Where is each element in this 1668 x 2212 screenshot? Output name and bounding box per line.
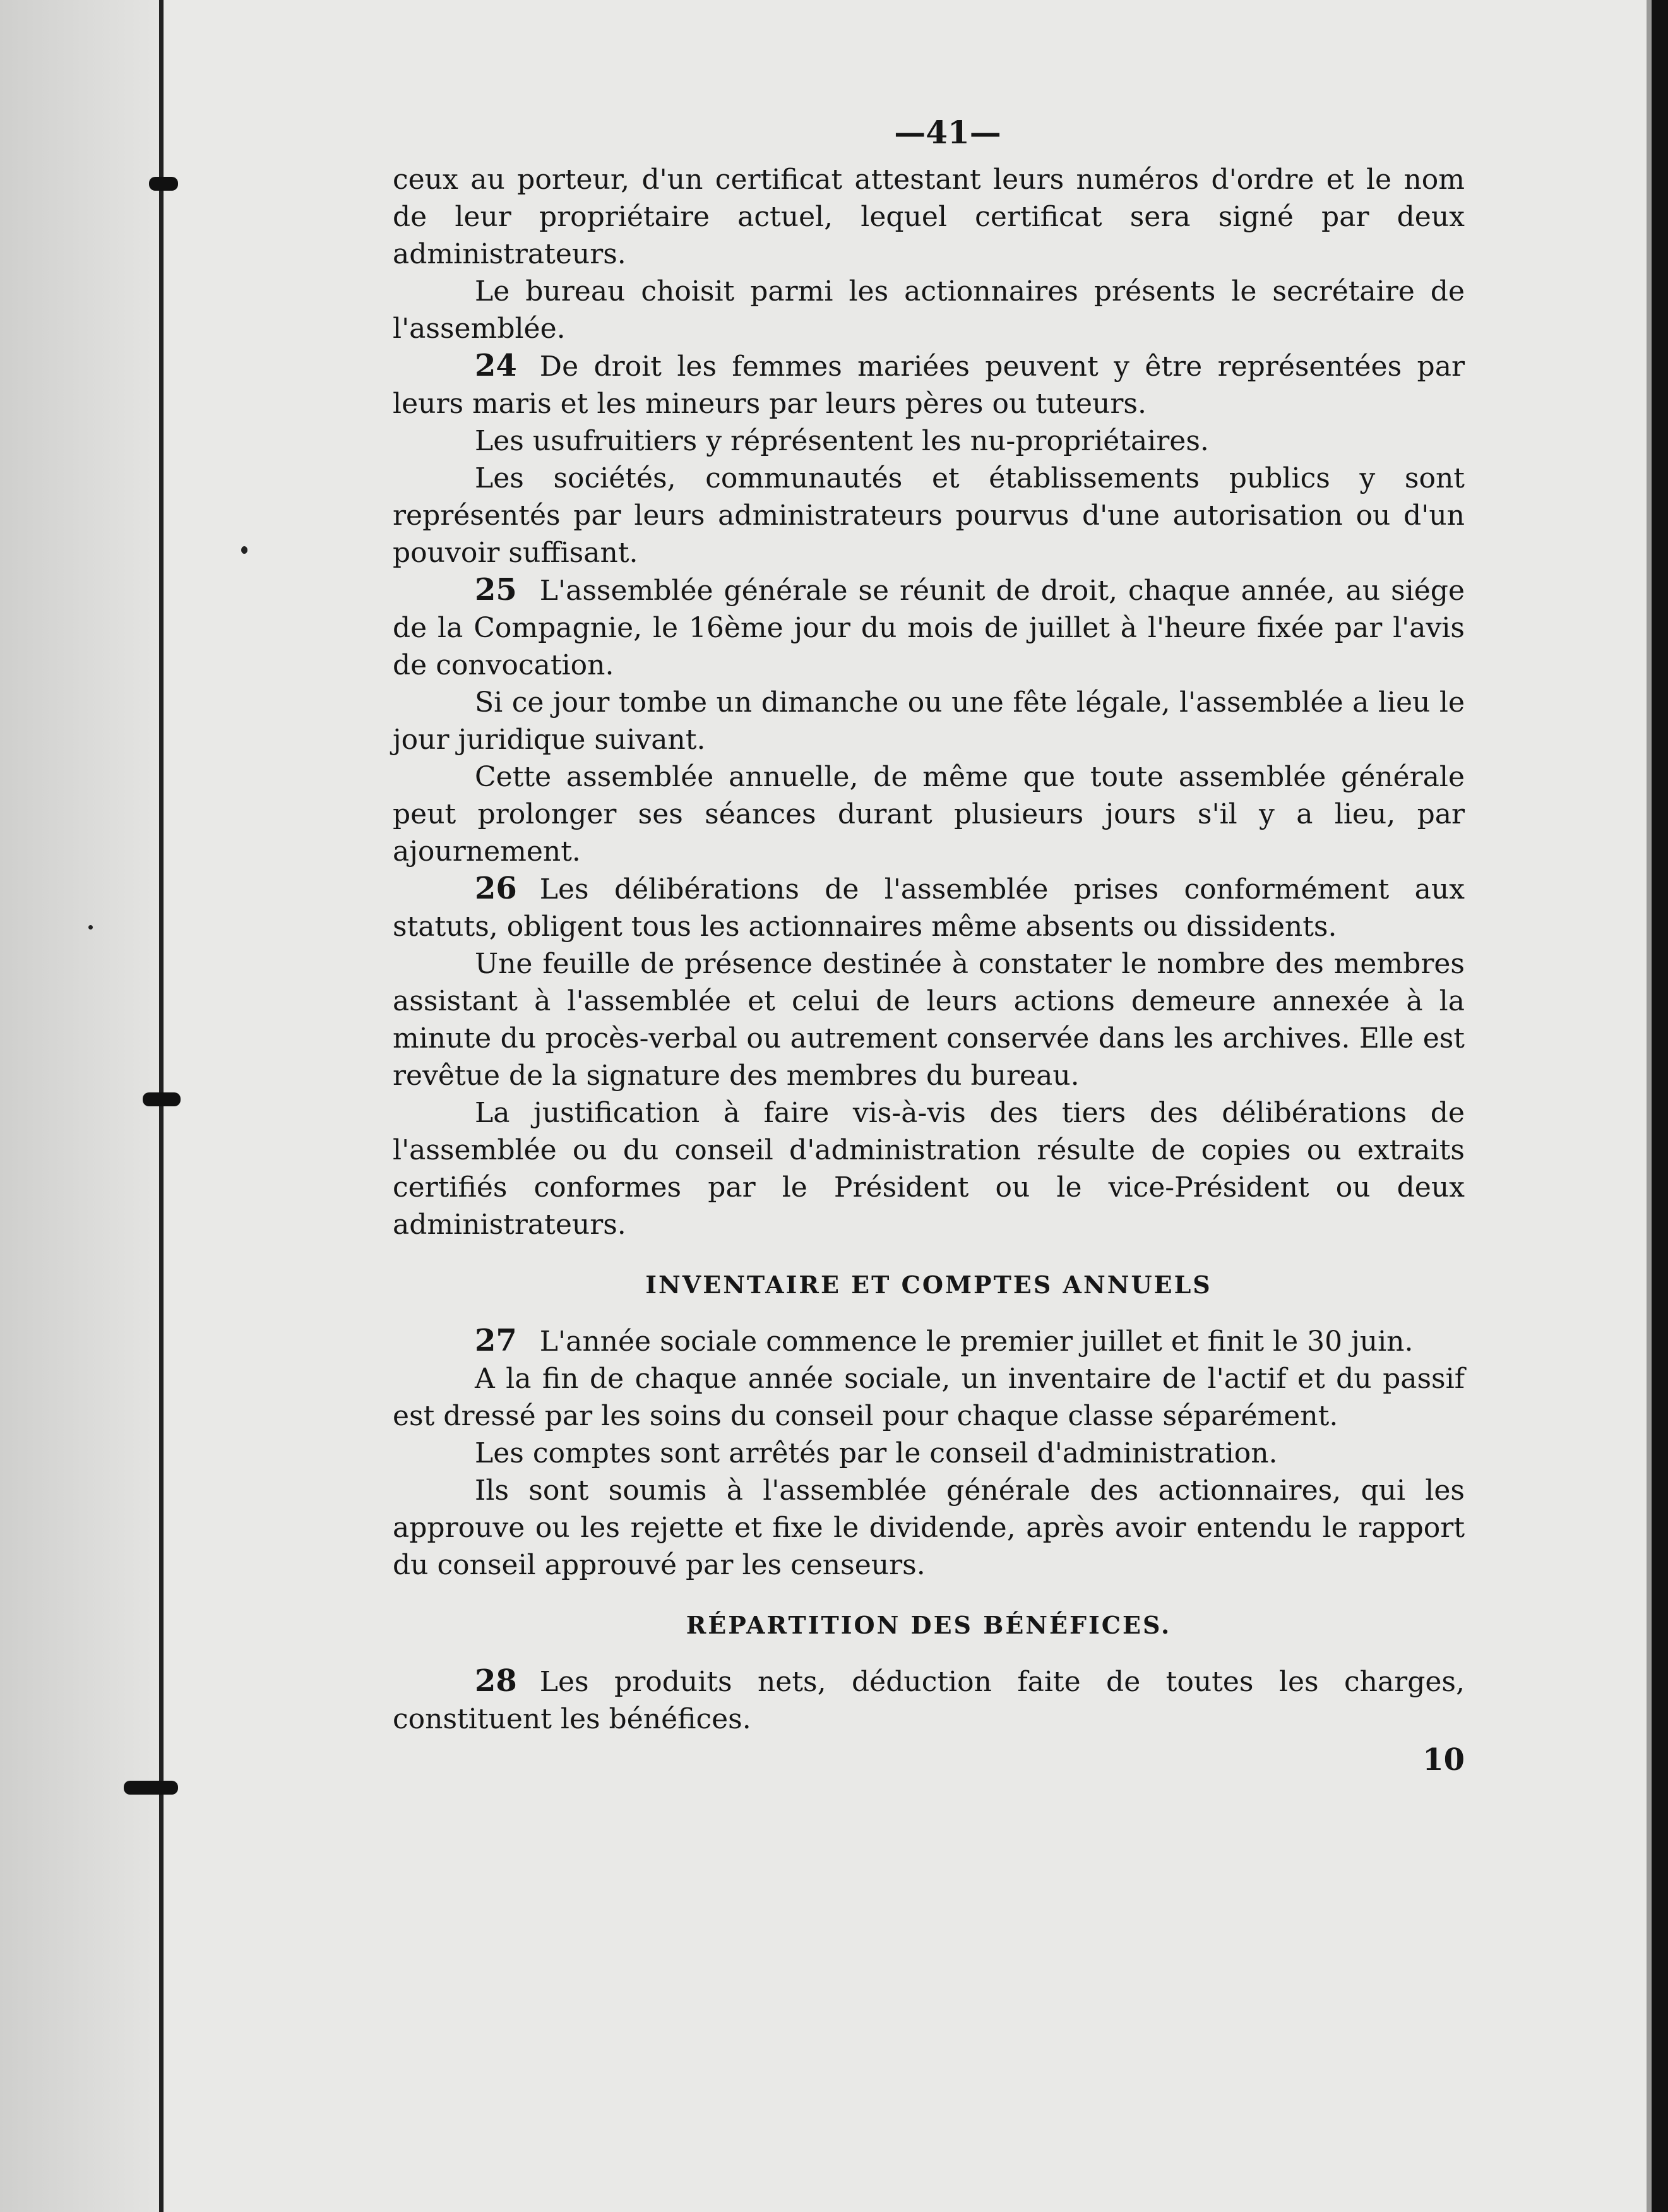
paragraph-text: Si ce jour tombe un dimanche ou une fête légale, l'assemblée a lieu le jour juridique suivant. — [393, 686, 1465, 756]
article-26 — [393, 870, 1465, 945]
paragraph — [393, 758, 1465, 870]
binding-shadow — [0, 0, 159, 2212]
binding-stitch — [149, 177, 178, 191]
paragraph — [393, 1360, 1465, 1435]
paragraph-text: Le bureau choisit parmi les actionnaires présents le secrétaire de l'assemblée. — [393, 275, 1465, 345]
article-number: 26 — [475, 871, 517, 906]
paragraph-text: Les produits nets, déduction faite de toutes les charges, constituent les bénéfices. — [393, 1666, 1465, 1735]
article-24 — [393, 347, 1465, 422]
article-number: 28 — [475, 1663, 517, 1699]
paragraph — [393, 1472, 1465, 1584]
paragraph-text: Les usufruitiers y réprésentent les nu-propriétaires. — [475, 425, 1209, 457]
paragraph-text: Une feuille de présence destinée à constater le nombre des membres assistant à l'assemblée et celui de leurs actions demeure annexée à la minute du procès-verbal ou autrement conservée dans les archives. Elle est revêtue de la signature des membres du bureau. — [393, 948, 1465, 1092]
paragraph — [393, 460, 1465, 571]
document-body — [393, 114, 1465, 1779]
paragraph — [393, 684, 1465, 758]
binding-stitch — [124, 1781, 178, 1795]
signature-mark: 10 — [1422, 1742, 1465, 1778]
page-number-header: —41— — [894, 114, 1001, 151]
paragraph — [393, 273, 1465, 347]
paragraph-text: De droit les femmes mariées peuvent y être représentées par leurs maris et les mineurs par leurs pères ou tuteurs. — [393, 350, 1465, 420]
section-title-repartition: RÉPARTITION DES BÉNÉFICES. — [686, 1611, 1172, 1639]
paragraph — [393, 422, 1465, 460]
section-title-inventaire: INVENTAIRE ET COMPTES ANNUELS — [645, 1270, 1212, 1299]
paragraph-text: A la fin de chaque année sociale, un inventaire de l'actif et du passif est dressé par les soins du conseil pour chaque classe séparément. — [393, 1363, 1465, 1432]
paragraph-text: ceux au porteur, d'un certificat attestant leurs numéros d'ordre et le nom de leur propriétaire actuel, lequel certificat sera signé par deux administrateurs. — [393, 164, 1465, 270]
paragraph — [393, 161, 1465, 273]
article-28 — [393, 1663, 1465, 1738]
article-number: 25 — [475, 572, 517, 607]
article-number: 24 — [475, 348, 517, 383]
paragraph-text: Les sociétés, communautés et établissements publics y sont représentés par leurs administrateurs pourvus d'une autorisation ou d'un pouvoir suffisant. — [393, 462, 1465, 569]
article-number: 27 — [475, 1323, 517, 1358]
paragraph-text: Les délibérations de l'assemblée prises conformément aux statuts, obligent tous les actionnaires même absents ou dissidents. — [393, 873, 1465, 943]
paragraph-text: Cette assemblée annuelle, de même que toute assemblée générale peut prolonger ses séances durant plusieurs jours s'il y a lieu, par ajournement. — [393, 761, 1465, 868]
paragraph-text: Les comptes sont arrêtés par le conseil d'administration. — [475, 1437, 1278, 1469]
paragraph-text: L'assemblée générale se réunit de droit, chaque année, au siége de la Compagnie, le 16ème jour du mois de juillet à l'heure fixée par l'avis de convocation. — [393, 575, 1465, 681]
ink-speck — [88, 925, 93, 930]
article-25 — [393, 571, 1465, 684]
paragraph — [393, 1435, 1465, 1472]
binding-stitch — [143, 1092, 181, 1106]
paragraph-text: L'année sociale commence le premier juillet et finit le 30 juin. — [539, 1325, 1414, 1358]
paragraph — [393, 945, 1465, 1094]
ink-speck — [241, 546, 247, 554]
article-27 — [393, 1322, 1465, 1360]
scan-border — [1652, 0, 1668, 2212]
paragraph-text: La justification à faire vis-à-vis des tiers des délibérations de l'assemblée ou du conseil d'administration résulte de copies ou extraits certifiés conformes par le Président ou le vice-Président ou deux administrateurs. — [393, 1097, 1465, 1241]
page-edge-shadow — [1647, 0, 1652, 2212]
paragraph-text: Ils sont soumis à l'assemblée générale des actionnaires, qui les approuve ou les rejette et fixe le dividende, après avoir entendu le rapport du conseil approuvé par les censeurs. — [393, 1474, 1465, 1581]
paragraph — [393, 1094, 1465, 1243]
